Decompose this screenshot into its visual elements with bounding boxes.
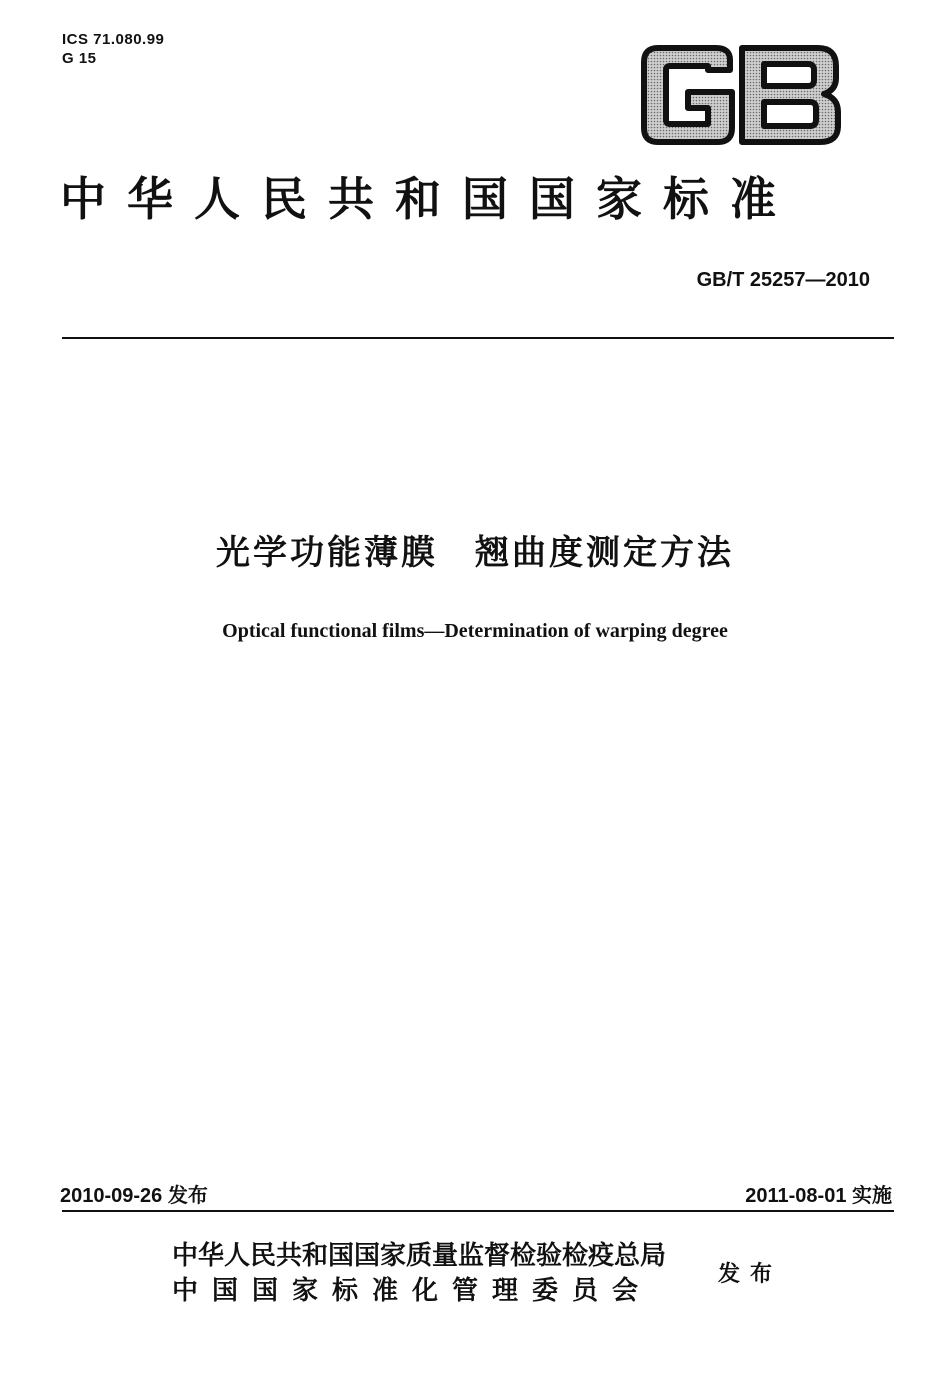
implementation-date: 2011-08-01 实施 <box>745 1185 892 1207</box>
issue-date: 2010-09-26 发布 <box>60 1185 208 1207</box>
document-title-chinese: 光学功能薄膜 翘曲度测定方法 <box>216 533 734 573</box>
national-standard-heading: 中华人民共和国国家标准 <box>60 172 797 226</box>
ccs-code: G 15 <box>62 50 97 67</box>
top-divider <box>62 337 894 339</box>
document-title-english: Optical functional films—Determination of warping degree <box>222 620 728 642</box>
bottom-divider <box>62 1210 894 1212</box>
issuer-sac: 中国国家标准化管理委员会 <box>172 1276 653 1306</box>
gb-logo <box>638 42 844 148</box>
classification-codes <box>62 30 164 68</box>
ics-code: ICS 71.080.99 <box>62 31 165 48</box>
publish-label: 发布 <box>718 1261 783 1287</box>
standard-number: GB/T 25257—2010 <box>696 269 870 291</box>
issuer-aqsiq: 中华人民共和国国家质量监督检验检疫总局 <box>172 1241 667 1271</box>
